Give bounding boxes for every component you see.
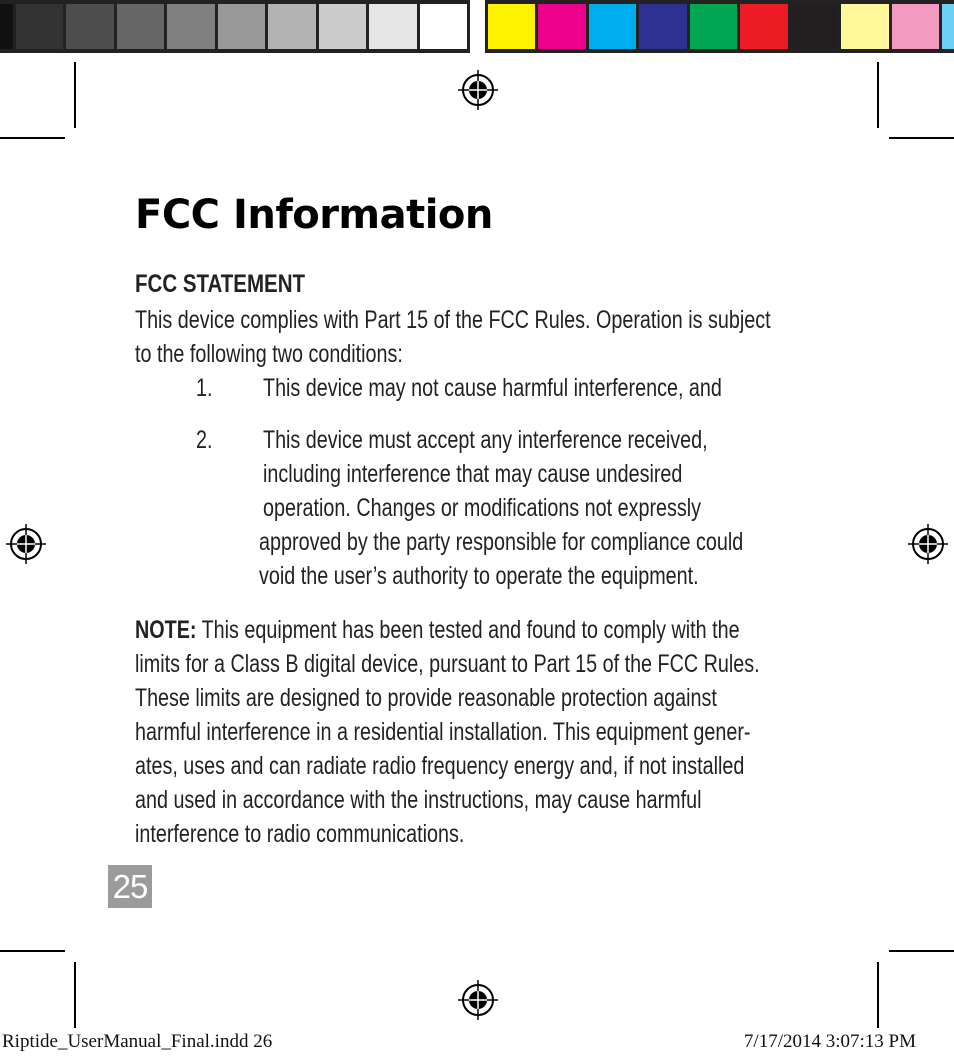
condition-number: 1.: [196, 374, 213, 402]
gray-swatch: [0, 4, 13, 49]
section-heading: FCC STATEMENT: [135, 270, 306, 298]
crop-mark: [0, 137, 65, 139]
crop-mark: [0, 950, 65, 952]
gray-swatch: [218, 4, 265, 49]
condition-line: void the user’s authority to operate the equipment.: [259, 562, 699, 590]
crop-mark: [889, 950, 954, 952]
condition-line: This device must accept any interference received,: [263, 426, 708, 454]
color-swatch: [690, 4, 737, 49]
process-color-bar: [485, 0, 954, 53]
gray-swatch: [66, 4, 113, 49]
condition-text: [259, 423, 744, 593]
note-paragraph: [135, 613, 760, 851]
condition-line: approved by the party responsible for compliance could: [259, 528, 744, 556]
condition-text: [263, 371, 722, 405]
registration-mark-icon: [6, 524, 46, 564]
note-line: interference to radio communications.: [135, 820, 465, 848]
note-line: These limits are designed to provide reasonable protection against: [135, 684, 717, 712]
page-number-badge: 25: [108, 865, 152, 908]
condition-line: This device may not cause harmful interference, and: [263, 374, 722, 402]
registration-mark-icon: [458, 980, 498, 1020]
intro-paragraph: [135, 303, 771, 371]
gray-swatch: [369, 4, 416, 49]
registration-mark-icon: [908, 524, 948, 564]
color-swatch: [942, 4, 954, 49]
color-swatch: [538, 4, 585, 49]
grayscale-color-bar: [0, 0, 470, 53]
note-line: This equipment has been tested and found to comply with the: [201, 616, 740, 644]
note-line: harmful interference in a residential installation. This equipment gener-: [135, 718, 751, 746]
gray-swatch: [167, 4, 214, 49]
condition-line: operation. Changes or modifications not expressly: [263, 494, 702, 522]
page-title: FCC Information: [135, 192, 493, 238]
gray-swatch: [268, 4, 315, 49]
crop-mark: [877, 962, 879, 1028]
color-swatch: [740, 4, 787, 49]
slug-filename: Riptide_UserManual_Final.indd 26: [2, 1031, 273, 1052]
slug-timestamp: 7/17/2014 3:07:13 PM: [743, 1031, 916, 1052]
note-line: ates, uses and can radiate radio frequency energy and, if not installed: [135, 752, 745, 780]
condition-line: including interference that may cause undesired: [263, 460, 683, 488]
gray-swatch: [117, 4, 164, 49]
registration-mark-icon: [458, 70, 498, 110]
crop-mark: [877, 62, 879, 128]
crop-mark: [74, 962, 76, 1028]
note-label: NOTE:: [135, 616, 197, 644]
intro-line: to the following two conditions:: [135, 340, 403, 368]
gray-swatch: [16, 4, 63, 49]
intro-line: This device complies with Part 15 of the FCC Rules. Operation is subject: [135, 306, 771, 334]
crop-mark: [74, 62, 76, 128]
color-swatch: [841, 4, 888, 49]
color-swatch: [791, 4, 838, 49]
color-swatch: [488, 4, 535, 49]
color-swatch: [892, 4, 939, 49]
note-line: and used in accordance with the instructions, may cause harmful: [135, 786, 702, 814]
color-swatch: [589, 4, 636, 49]
gray-swatch: [420, 4, 467, 49]
color-swatch: [639, 4, 686, 49]
crop-mark: [889, 137, 954, 139]
note-line: limits for a Class B digital device, pursuant to Part 15 of the FCC Rules.: [135, 650, 760, 678]
condition-number: 2.: [196, 426, 213, 454]
gray-swatch: [319, 4, 366, 49]
